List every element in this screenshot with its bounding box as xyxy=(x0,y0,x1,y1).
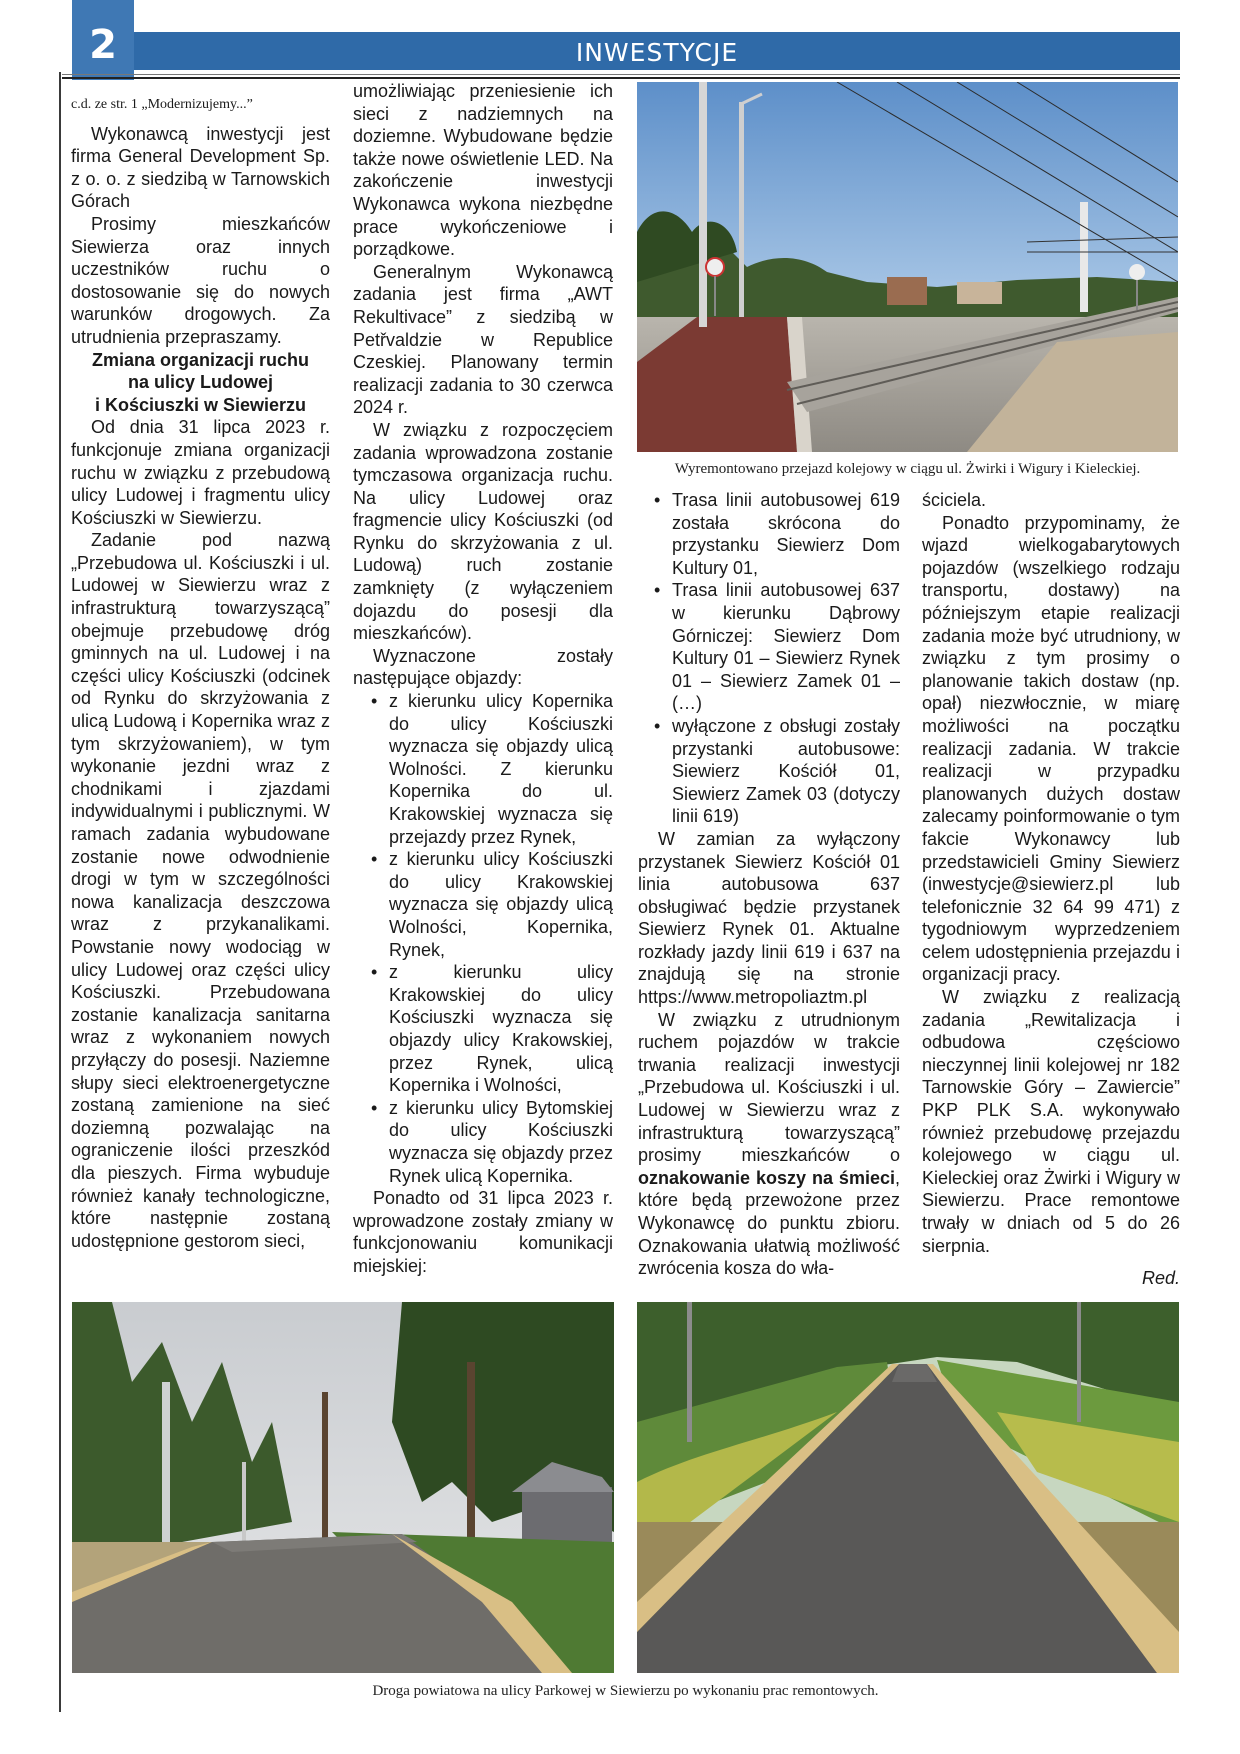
list-item: • wyłączone z obsługi zostały przystanki autobusowe: Siewierz Kościół 01, Siewierz Zamek 03 (dotyczy linii 619) xyxy=(652,715,900,828)
page-number: 2 xyxy=(89,22,117,68)
paragraph: W związku z realizacją zadania „Rewitalizacja i odbudowa częściowo nieczynnej linii kolejowej nr 182 Tarnowskie Góry – Zawiercie” PKP PLK S.A. wykonywało również przebudowę przejazdu kolejowego w ciągu ul. Kieleckiej oraz Żwirki i Wigury w Siewierzu. Prace remontowe trwały w dniach od 5 do 26 sierpnia. xyxy=(922,987,1180,1256)
paragraph: Od dnia 31 lipca 2023 r. funkcjonuje zmiana organizacji ruchu w związku z przebudową ulicy Ludowej i fragmentu ulicy Kościuszki w Siewierzu. xyxy=(71,417,330,528)
paragraph: Generalnym Wykonawcą zadania jest firma „AWT Rekultivace” z siedzibą w Petřvaldzie w Republice Czeskiej. Planowany termin realizacji zadania to 30 czerwca 2024 r. xyxy=(353,261,613,418)
list-item: • z kierunku ulicy Kopernika do ulicy Kościuszki wyznacza się objazdy ulicą Wolności. Z kierunku Kopernika do ul. Krakowskiej wyznacza się przejazdy przez Rynek, xyxy=(369,690,613,848)
subheading xyxy=(71,349,330,417)
subheading-line: Zmiana organizacji ruchu xyxy=(91,349,310,370)
list-item: • z kierunku ulicy Krakowskiej do ulicy Kościuszki wyznacza się objazdy ulicy Krakowskiej, przez Rynek, ulicą Kopernika i Wolności, xyxy=(369,961,613,1097)
detour-list xyxy=(353,690,613,1187)
list-item: • z kierunku ulicy Bytomskiej do ulicy Kościuszki wyznacza się objazdy przez Rynek ulicą Kopernika. xyxy=(369,1097,613,1187)
paragraph: ściciela. xyxy=(922,490,987,510)
section-title: INWESTYCJE xyxy=(575,38,739,67)
text-column-4 xyxy=(922,489,1180,1290)
page-number-box xyxy=(72,0,134,80)
paragraph-text: W związku z utrudnionym ruchem pojazdów w trakcie trwania realizacji inwestycji „Przebudowa ul. Kościuszki i ul. Ludowej w Siewierzu wraz z infrastrukturą towarzyszącą” prosimy mieszkańców o xyxy=(638,1009,900,1166)
text-column-2 xyxy=(353,80,613,1277)
subheading-line: na ulicy Ludowej xyxy=(127,372,274,393)
paragraph: Ponadto przypominamy, że wjazd wielkogabarytowych pojazdów (wszelkiego rodzaju transportu, dostawy) na późniejszym etapie realizacji zadania może być utrudniony, w związku z tym prosimy o planowanie takich dostaw (np. opał) niezwłocznie, w miarę możliwości na początku realizacji zadania. W trakcie realizacji w przypadku planowanych dużych dostaw zalecamy poinformowanie o tym fakcie Wykonawcy lub przedstawicieli Gminy Siewierz (inwestycje@siewierz.pl lub telefonicznie 32 64 99 471) z tygodniowym wyprzedzeniem celem udostępnienia przejazdu i organizacji pracy. xyxy=(922,512,1180,985)
paragraph: Prosimy mieszkańców Siewierza oraz innych uczestników ruchu o dostosowanie się do nowych warunków drogowych. Za utrudnienia przepraszamy. xyxy=(71,213,330,347)
text-column-1 xyxy=(71,94,330,1252)
road-photo-right xyxy=(637,1302,1179,1673)
road-photos-caption: Droga powiatowa na ulicy Parkowej w Siewierzu po wykonaniu prac remontowych. xyxy=(372,1683,879,1699)
continuation-note: c.d. ze str. 1 „Modernizujemy...” xyxy=(71,97,253,112)
paragraph: Wykonawcą inwestycji jest firma General Development Sp. z o. o. z siedzibą w Tarnowskich Górach xyxy=(71,123,330,212)
paragraph: Zadanie pod nazwą „Przebudowa ul. Kościuszki i ul. Ludowej w Siewierzu wraz z infrastrukturą towarzyszącą” obejmuje przebudowę dróg gminnych na ul. Ludowej i na części ulicy Kościuszki (odcinek od Rynku do skrzyżowania z ulicą Ludową i Kopernika wraz z tym skrzyżowaniem), w tym wykonanie jezdni wraz z chodnikami i zjazdami indywidualnymi i publicznymi. W ramach zadania wybudowane zostanie nowe odwodnienie drogi w tym w szczególności nowa kanalizacja deszczowa wraz z przykanalikami. Powstanie nowy wodociąg w ulicy Ludowej oraz części ulicy Kościuszki. Przebudowana zostanie kanalizacja sanitarna wraz z wykonaniem nowych przyłączy do posesji. Naziemne słupy sieci elektroenergetyczne zostaną zamienione na sieć doziemną pozwalając na ograniczenie ilości przeszkód dla pieszych. Firma wybuduje również kanały technologiczne, które następnie zostaną udostępnione gestorom sieci, xyxy=(71,530,330,1251)
subheading-line: i Kościuszki w Siewierzu xyxy=(94,394,307,415)
paragraph: Wyznaczone zostały następujące objazdy: xyxy=(353,645,613,689)
railway-crossing-photo xyxy=(637,82,1178,452)
paragraph: W zamian za wyłączony przystanek Siewierz Kościół 01 linia autobusowa 637 obsługiwać będzie przystanek Siewierz Rynek 01. Aktualne rozkłady jazdy linii 619 i 637 na znajdują się na stronie https://www.metropoliaztm.pl xyxy=(638,828,900,1008)
paragraph xyxy=(638,1009,900,1280)
list-item: • Trasa linii autobusowej 619 została skrócona do przystanku Siewierz Dom Kultury 01, xyxy=(652,489,900,579)
list-item: • Trasa linii autobusowej 637 w kierunku Dąbrowy Górniczej: Siewierz Dom Kultury 01 – Siewierz Rynek 01 – Siewierz Zamek 01 – (…) xyxy=(652,579,900,715)
header-rule-thin xyxy=(62,74,1180,75)
text-column-3 xyxy=(638,489,900,1280)
editor-signature: Red. xyxy=(1141,1268,1180,1289)
paragraph-text: , które będą przewożone przez Wykonawcę do punktu zbioru. Oznakowania ułatwią możliwość zwrócenia kosza do wła- xyxy=(638,1167,900,1279)
railway-photo-caption: Wyremontowano przejazd kolejowy w ciągu ul. Żwirki i Wigury i Kieleckiej. xyxy=(674,461,1141,477)
section-header-bar xyxy=(134,32,1180,70)
header-rule-thick xyxy=(62,77,1180,79)
emphasis-text: oznakowanie koszy na śmieci xyxy=(638,1167,895,1188)
paragraph: umożliwiając przeniesienie ich sieci z nadziemnych na doziemne. Wybudowane będzie także nowe oświetlenie LED. Na zakończenie inwestycji Wykonawca wykona niezbędne prace wykończeniowe i porządkowe. xyxy=(353,81,613,260)
left-margin-rule xyxy=(59,72,61,1712)
road-photo-left xyxy=(72,1302,614,1673)
bus-route-list xyxy=(638,489,900,828)
paragraph: Ponadto od 31 lipca 2023 r. wprowadzone zostały zmiany w funkcjonowaniu komunikacji miejskiej: xyxy=(353,1188,613,1276)
list-item: • z kierunku ulicy Kościuszki do ulicy Krakowskiej wyznacza się objazdy ulicą Wolności, Kopernika, Rynek, xyxy=(369,848,613,961)
paragraph: W związku z rozpoczęciem zadania wprowadzona zostanie tymczasowa organizacja ruchu. Na ulicy Ludowej oraz fragmencie ulicy Kościuszki (od Rynku do skrzyżowania z ul. Ludową) ruch zostanie zamknięty (z wyłączeniem dojazdu do posesji dla mieszkańców). xyxy=(353,419,613,644)
